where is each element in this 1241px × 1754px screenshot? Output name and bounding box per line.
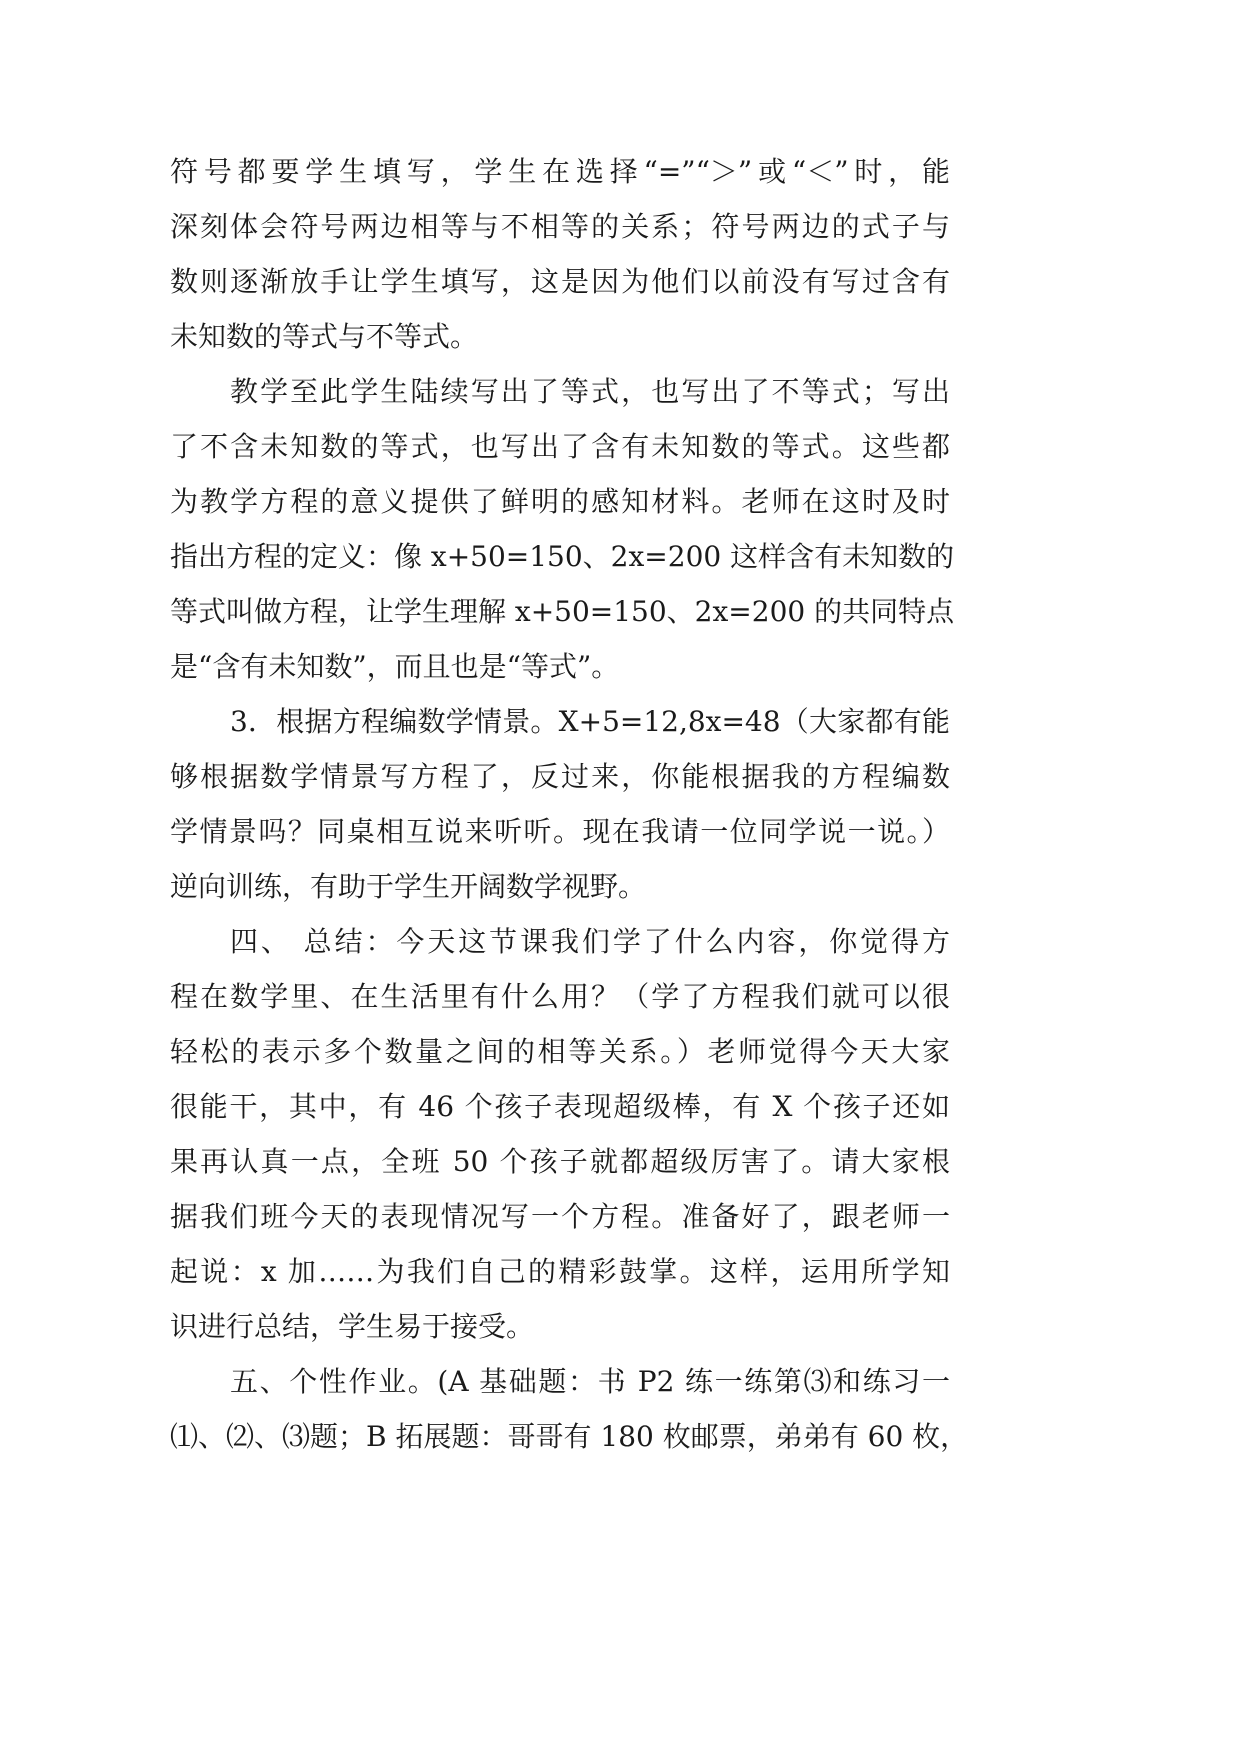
text-line: 深刻体会符号两边相等与不相等的关系；符号两边的式子与: [170, 210, 950, 243]
text-line: 为教学方程的意义提供了鲜明的感知材料。老师在这时及时: [170, 485, 950, 518]
text-line: 轻松的表示多个数量之间的相等关系。）老师觉得今天大家: [170, 1035, 950, 1068]
text-line: 数则逐渐放手让学生填写，这是因为他们以前没有写过含有: [170, 265, 950, 298]
text-line: 3．根据方程编数学情景。X+5=12,8x=48（大家都有能: [230, 705, 950, 738]
text-line: 未知数的等式与不等式。: [170, 320, 479, 353]
text-line: ⑴、⑵、⑶题；B 拓展题：哥哥有 180 枚邮票，弟弟有 60 枚，: [170, 1420, 969, 1453]
text-line: 四、 总结：今天这节课我们学了什么内容，你觉得方: [230, 925, 950, 958]
text-line: 起说：x 加……为我们自己的精彩鼓掌。这样，运用所学知: [170, 1255, 950, 1288]
text-line: 符号都要学生填写，学生在选择“=”“＞”或“＜”时，能: [170, 155, 950, 188]
text-line: 了不含未知数的等式，也写出了含有未知数的等式。这些都: [170, 430, 950, 463]
text-line: 五、个性作业。(A 基础题：书 P2 练一练第⑶和练习一: [230, 1365, 950, 1398]
document-body: [170, 144, 969, 1464]
text-line: 据我们班今天的表现情况写一个方程。准备好了，跟老师一: [170, 1200, 950, 1233]
text-line: 教学至此学生陆续写出了等式，也写出了不等式；写出: [230, 375, 950, 408]
text-line: 指出方程的定义：像 x+50=150、2x=200 这样含有未知数的: [170, 540, 955, 573]
text-line: 够根据数学情景写方程了，反过来，你能根据我的方程编数: [170, 760, 950, 793]
text-line: 程在数学里、在生活里有什么用？（学了方程我们就可以很: [170, 980, 950, 1013]
text-line: 等式叫做方程，让学生理解 x+50=150、2x=200 的共同特点: [170, 595, 955, 628]
text-line: 很能干，其中，有 46 个孩子表现超级棒，有 X 个孩子还如: [170, 1090, 950, 1123]
text-line: 是“含有未知数”，而且也是“等式”。: [170, 650, 620, 683]
text-line: 识进行总结，学生易于接受。: [170, 1310, 535, 1343]
text-line: 逆向训练，有助于学生开阔数学视野。: [170, 870, 647, 903]
text-line: 果再认真一点，全班 50 个孩子就都超级厉害了。请大家根: [170, 1145, 950, 1178]
text-line: 学情景吗？同桌相互说来听听。现在我请一位同学说一说。）: [170, 815, 950, 848]
